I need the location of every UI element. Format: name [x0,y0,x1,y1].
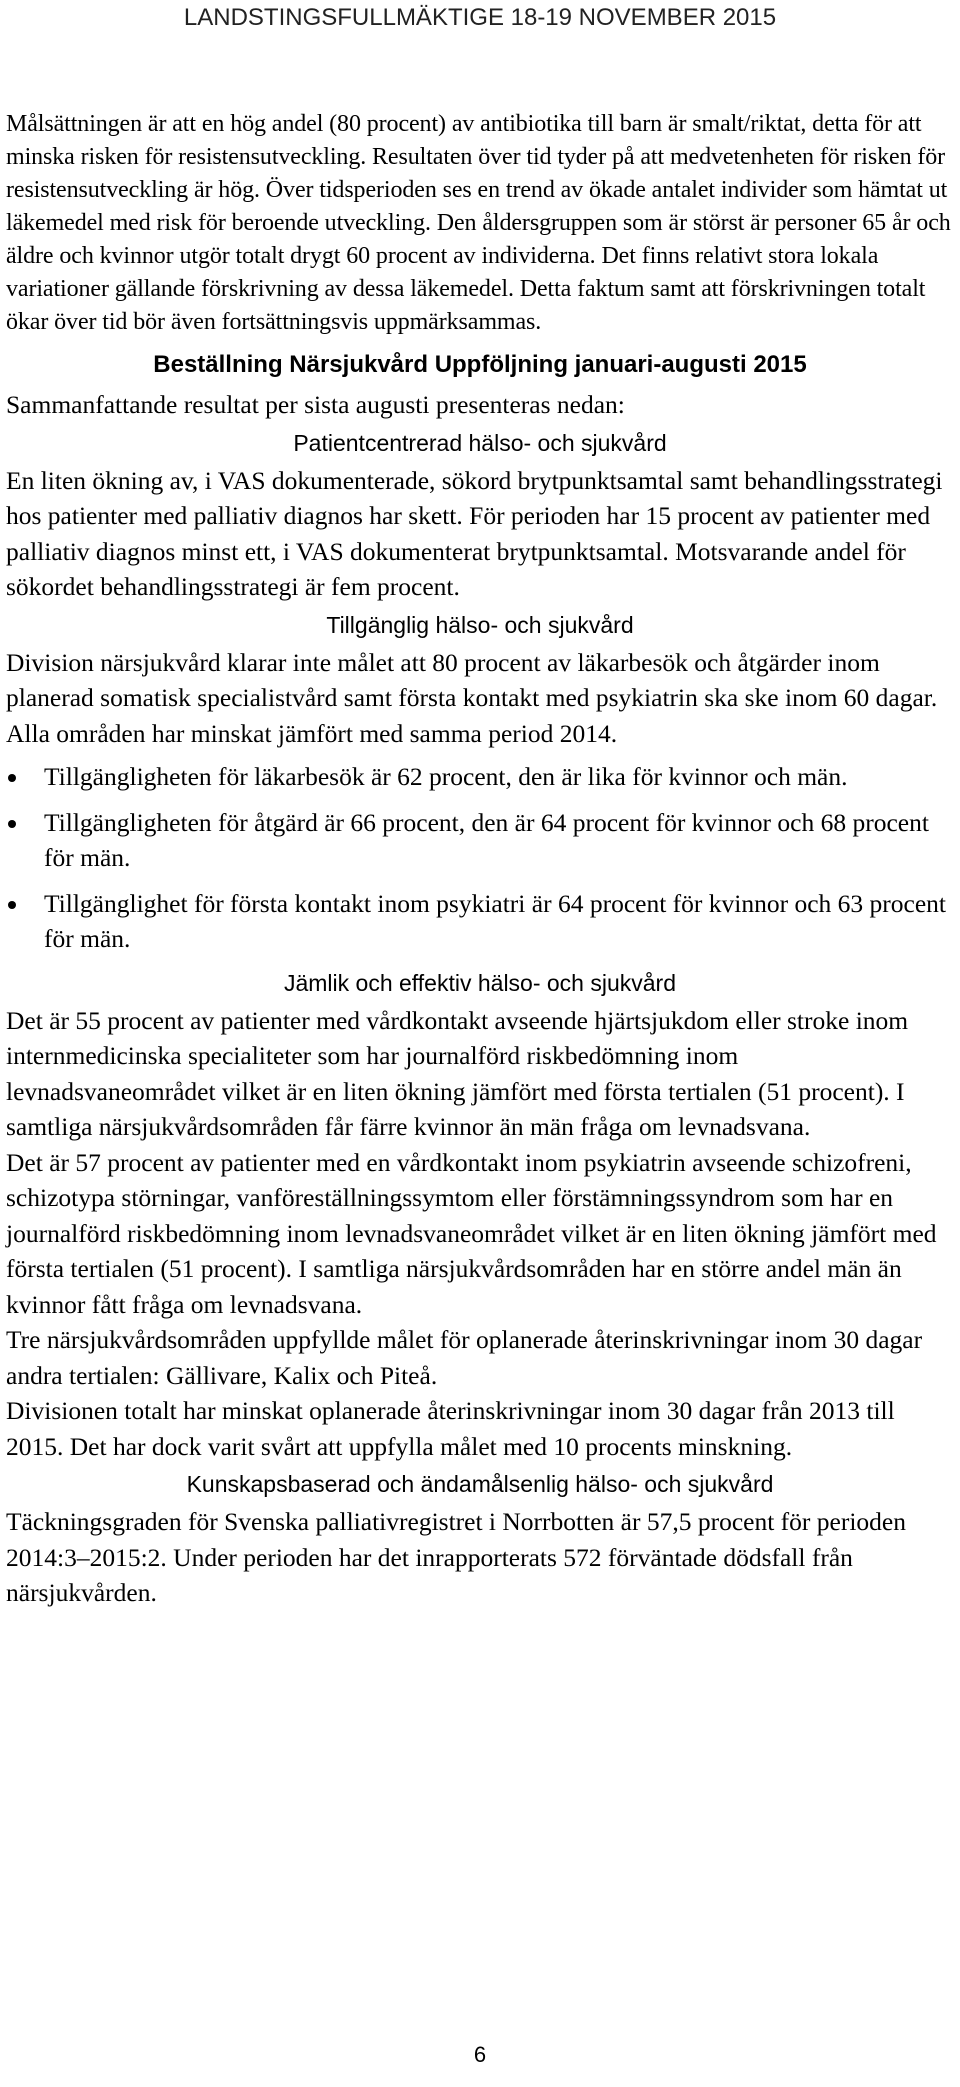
main-heading: Beställning Närsjukvård Uppföljning januari-augusti 2015 [153,351,807,378]
patient-paragraph: En liten ökning av, i VAS dokumenterade, sökord brytpunktsamtal samt behandlingsstrategi hos patienter med palliativ diagnos har skett. För perioden har 15 procent av patienter med palliativ diagnos minst ett, i VAS dokumenterat brytpunktsamtal. Motsvarande andel för sökordet behandlingsstrategi är fem procent. [6,465,943,601]
access-bullet-list [6,759,954,957]
bullet-icon [8,901,16,909]
list-item [6,759,954,795]
page-number: 6 [473,2042,487,2067]
summary-paragraph: Sammanfattande resultat per sista augusti presenteras nedan: [6,390,625,419]
document-body [6,108,954,1611]
equal-paragraph-2: Det är 57 procent av patienter med en vårdkontakt inom psykiatrin avseende schizofreni, schizotypa störningar, vanföreställningssymtom eller förstämningssyndrom som har en journalförd riskbedömning inom levnadsvaneområdet vilket är en liten ökning jämfört med första tertialen (51 procent). I samtliga närsjukvårdsområden har en större andel män än kvinnor fått fråga om levnadsvana. [6,1147,937,1319]
list-item [6,805,954,876]
bullet-text: Tillgängligheten för åtgärd är 66 procent, den är 64 procent för kvinnor och 68 procent för män. [44,807,929,872]
section-heading-access: Tillgänglig hälso- och sjukvård [326,611,634,638]
bullet-text: Tillgängligheten för läkarbesök är 62 procent, den är lika för kvinnor och män. [44,762,848,791]
access-paragraph: Division närsjukvård klarar inte målet att 80 procent av läkarbesök och åtgärder inom planerad somatisk specialistvård samt första kontakt med psykiatrin ska ske inom 60 dagar. Alla områden har minskat jämfört med samma period 2014. [6,647,938,748]
equal-paragraph-4: Divisionen totalt har minskat oplanerade återinskrivningar inom 30 dagar från 2013 till 2015. Det har dock varit svårt att uppfylla målet med 10 procents minskning. [6,1396,895,1461]
section-heading-patient: Patientcentrerad hälso- och sjukvård [293,429,667,456]
section-heading-knowledge: Kunskapsbaserad och ändamålsenlig hälso- och sjukvård [186,1471,774,1497]
intro-paragraph: Målsättningen är att en hög andel (80 procent) av antibiotika till barn är smalt/riktat, detta för att minska risken för resistensutveckling. Resultaten över tid tyder på att medvetenheten för risken för resistensutveckling är hög. Över tidsperioden ses en trend av ökade antalet individer som hämtat ut läkemedel med risk för beroende utveckling. Den åldersgruppen som är störst är personer 65 år och äldre och kvinnor utgör totalt drygt 60 procent av individerna. Det finns relativt stora lokala variationer gällande förskrivning av dessa läkemedel. Detta faktum samt att förskrivningen totalt ökar över tid bör även fortsättningsvis uppmärksammas. [6,111,951,335]
list-item [6,886,954,957]
section-heading-equal: Jämlik och effektiv hälso- och sjukvård [283,969,677,996]
page-header: LANDSTINGSFULLMÄKTIGE 18-19 NOVEMBER 2015 [183,4,777,31]
knowledge-paragraph: Täckningsgraden för Svenska palliativregistret i Norrbotten är 57,5 procent för perioden 2014:3–2015:2. Under perioden har det inrapporterats 572 förväntade dödsfall från närsjukvården. [6,1507,906,1607]
equal-paragraph-3: Tre närsjukvårdsområden uppfyllde målet för oplanerade återinskrivningar inom 30 dagar andra tertialen: Gällivare, Kalix och Piteå. [6,1325,923,1390]
equal-paragraph-1: Det är 55 procent av patienter med vårdkontakt avseende hjärtsjukdom eller stroke inom internmedicinska specialiteter som har journalförd riskbedömning inom levnadsvaneområdet vilket är en liten ökning jämfört med första tertialen (51 procent). I samtliga närsjukvårdsområden får färre kvinnor än män fråga om levnadsvana. [6,1005,909,1141]
bullet-icon [8,820,16,828]
bullet-icon [8,774,16,782]
bullet-text: Tillgänglighet för första kontakt inom psykiatri är 64 procent för kvinnor och 63 procent för män. [44,888,947,953]
